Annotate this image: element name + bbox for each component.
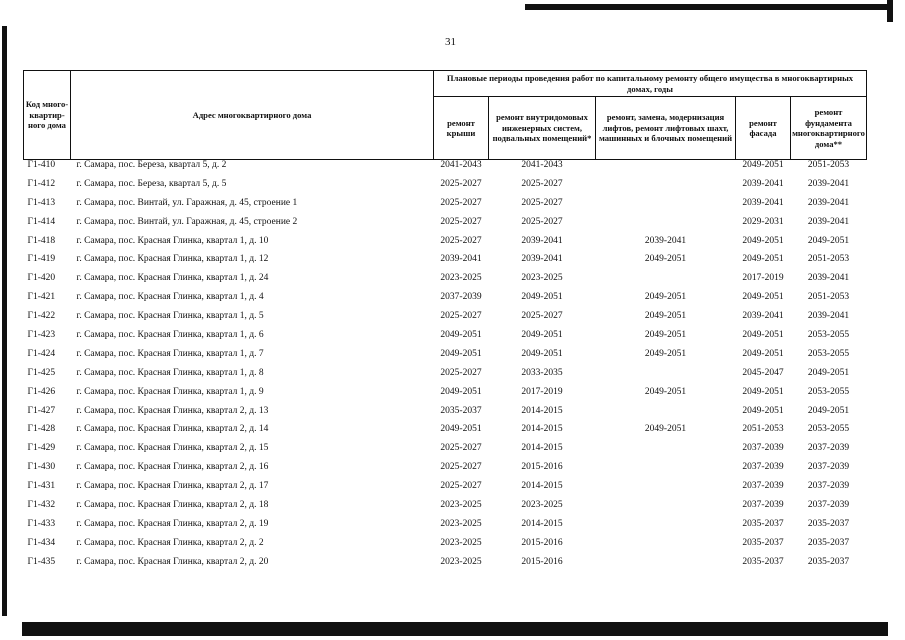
header-roof: ремонт крыши: [434, 97, 489, 160]
header-facade: ремонт фасада: [736, 97, 791, 160]
address-cell: г. Самара, пос. Береза, квартал 5, д. 5: [76, 178, 227, 189]
table-row: [24, 538, 867, 557]
systems-cell: 2014-2015: [521, 518, 563, 529]
table-row: [24, 179, 867, 198]
address-cell: г. Самара, пос. Красная Глинка, квартал 2, д. 17: [76, 481, 269, 492]
scan-edge-corner: [887, 0, 893, 22]
facade-cell: 2037-2039: [742, 500, 784, 511]
foundation-cell: 2039-2041: [807, 197, 850, 208]
address-cell: г. Самара, пос. Красная Глинка, квартал 1, д. 24: [76, 273, 269, 284]
table-row: [24, 481, 867, 500]
systems-cell: 2023-2025: [521, 500, 563, 511]
elevators-cell: 2049-2051: [644, 348, 687, 359]
foundation-cell: 2051-2053: [807, 160, 850, 170]
table-row: [24, 273, 867, 292]
facade-cell: 2049-2051: [742, 254, 784, 265]
foundation-cell: 2039-2041: [807, 216, 850, 227]
code-cell: Г1-419: [27, 254, 56, 265]
repair-schedule-table: [23, 70, 867, 576]
roof-cell: 2049-2051: [440, 424, 482, 435]
facade-cell: 2037-2039: [742, 481, 784, 492]
table-row: [24, 349, 867, 368]
code-cell: Г1-423: [27, 330, 56, 341]
table-row: [24, 236, 867, 255]
roof-cell: 2037-2039: [440, 292, 482, 303]
address-cell: г. Самара, пос. Винтай, ул. Гаражная, д. 45, строение 2: [76, 216, 298, 227]
systems-cell: 2014-2015: [521, 443, 563, 454]
facade-cell: 2035-2037: [742, 518, 784, 529]
facade-cell: 2049-2051: [742, 386, 784, 397]
systems-cell: 2015-2016: [521, 537, 563, 548]
systems-cell: 2033-2035: [521, 367, 563, 378]
roof-cell: 2025-2027: [440, 367, 482, 378]
table-row: [24, 557, 867, 576]
foundation-cell: 2053-2055: [807, 330, 850, 341]
foundation-cell: 2051-2053: [807, 292, 850, 303]
scan-edge-bottom: [22, 622, 888, 636]
code-cell: Г1-432: [27, 500, 56, 511]
foundation-cell: 2049-2051: [807, 405, 850, 416]
address-cell: г. Самара, пос. Красная Глинка, квартал 1, д. 5: [76, 311, 264, 322]
address-cell: г. Самара, пос. Береза, квартал 5, д. 2: [76, 160, 227, 170]
elevators-cell: [596, 557, 736, 576]
systems-cell: 2039-2041: [521, 254, 563, 265]
systems-cell: 2049-2051: [521, 330, 563, 341]
roof-cell: 2025-2027: [440, 311, 482, 322]
systems-cell: 2049-2051: [521, 348, 563, 359]
code-cell: Г1-413: [27, 197, 56, 208]
systems-cell: 2039-2041: [521, 235, 563, 246]
table-row: [24, 500, 867, 519]
roof-cell: 2035-2037: [440, 405, 482, 416]
header-foundation: ремонт фундамента многоквартирного дома**: [791, 97, 867, 160]
facade-cell: 2037-2039: [742, 462, 784, 473]
address-cell: г. Самара, пос. Красная Глинка, квартал 1, д. 9: [76, 386, 264, 397]
foundation-cell: 2035-2037: [807, 518, 850, 529]
elevators-cell: [596, 273, 736, 292]
code-cell: Г1-420: [27, 273, 56, 284]
elevators-cell: [596, 519, 736, 538]
systems-cell: 2015-2016: [521, 462, 563, 473]
code-cell: Г1-421: [27, 292, 56, 303]
roof-cell: 2023-2025: [440, 518, 482, 529]
code-cell: Г1-412: [27, 178, 56, 189]
facade-cell: 2017-2019: [742, 273, 784, 284]
roof-cell: 2049-2051: [440, 330, 482, 341]
elevators-cell: [596, 443, 736, 462]
facade-cell: 2049-2051: [742, 292, 784, 303]
roof-cell: 2023-2025: [440, 537, 482, 548]
foundation-cell: 2053-2055: [807, 348, 850, 359]
roof-cell: 2025-2027: [440, 481, 482, 492]
foundation-cell: 2039-2041: [807, 311, 850, 322]
code-cell: Г1-433: [27, 518, 56, 529]
facade-cell: 2037-2039: [742, 443, 784, 454]
code-cell: Г1-422: [27, 311, 56, 322]
table-row: [24, 292, 867, 311]
header-elevators: ремонт, замена, модернизация лифтов, ремонт лифтовых шахт, машинных и блочных помещений: [596, 97, 736, 160]
systems-cell: 2017-2019: [521, 386, 563, 397]
address-cell: г. Самара, пос. Красная Глинка, квартал 1, д. 4: [76, 292, 264, 303]
elevators-cell: [596, 217, 736, 236]
address-cell: г. Самара, пос. Красная Глинка, квартал 2, д. 19: [76, 518, 269, 529]
roof-cell: 2025-2027: [440, 443, 482, 454]
code-cell: Г1-425: [27, 367, 56, 378]
systems-cell: 2025-2027: [521, 311, 563, 322]
facade-cell: 2029-2031: [742, 216, 784, 227]
roof-cell: 2023-2025: [440, 273, 482, 284]
foundation-cell: 2037-2039: [807, 443, 850, 454]
systems-cell: 2023-2025: [521, 273, 563, 284]
facade-cell: 2049-2051: [742, 235, 784, 246]
elevators-cell: [596, 198, 736, 217]
table-row: [24, 424, 867, 443]
roof-cell: 2025-2027: [440, 462, 482, 473]
code-cell: Г1-430: [27, 462, 56, 473]
address-cell: г. Самара, пос. Красная Глинка, квартал 1, д. 12: [76, 254, 269, 265]
facade-cell: 2039-2041: [742, 311, 784, 322]
table-row: [24, 311, 867, 330]
table-row: [24, 462, 867, 481]
header-address: Адрес многоквартирного дома: [71, 71, 434, 160]
address-cell: г. Самара, пос. Красная Глинка, квартал 2, д. 2: [76, 537, 264, 548]
foundation-cell: 2051-2053: [807, 254, 850, 265]
code-cell: Г1-424: [27, 348, 56, 359]
elevators-cell: [596, 481, 736, 500]
scan-edge-left: [2, 26, 7, 616]
roof-cell: 2041-2043: [440, 160, 482, 170]
table-row: [24, 254, 867, 273]
table-row: [24, 217, 867, 236]
table-row: [24, 406, 867, 425]
code-cell: Г1-414: [27, 216, 56, 227]
header-code: Код много-квартир-ного дома: [24, 71, 71, 160]
address-cell: г. Самара, пос. Красная Глинка, квартал 2, д. 14: [76, 424, 269, 435]
foundation-cell: 2053-2055: [807, 424, 850, 435]
foundation-cell: 2049-2051: [807, 235, 850, 246]
foundation-cell: 2039-2041: [807, 273, 850, 284]
elevators-cell: [596, 538, 736, 557]
systems-cell: 2014-2015: [521, 481, 563, 492]
systems-cell: 2041-2043: [521, 160, 563, 170]
page-number: 31: [445, 36, 456, 48]
address-cell: г. Самара, пос. Красная Глинка, квартал 1, д. 8: [76, 367, 264, 378]
elevators-cell: 2039-2041: [644, 235, 687, 246]
address-cell: г. Самара, пос. Красная Глинка, квартал 2, д. 15: [76, 443, 269, 454]
facade-cell: 2035-2037: [742, 556, 784, 567]
code-cell: Г1-426: [27, 386, 56, 397]
roof-cell: 2049-2051: [440, 348, 482, 359]
facade-cell: 2049-2051: [742, 160, 784, 170]
elevators-cell: [596, 406, 736, 425]
elevators-cell: [596, 179, 736, 198]
elevators-cell: 2049-2051: [644, 292, 687, 303]
address-cell: г. Самара, пос. Красная Глинка, квартал 1, д. 7: [76, 348, 264, 359]
address-cell: г. Самара, пос. Винтай, ул. Гаражная, д. 45, строение 1: [76, 197, 298, 208]
facade-cell: 2049-2051: [742, 348, 784, 359]
elevators-cell: [596, 500, 736, 519]
elevators-cell: 2049-2051: [644, 254, 687, 265]
scan-edge-top: [525, 4, 887, 10]
foundation-cell: 2037-2039: [807, 481, 850, 492]
address-cell: г. Самара, пос. Красная Глинка, квартал 2, д. 20: [76, 556, 269, 567]
elevators-cell: 2049-2051: [644, 386, 687, 397]
foundation-cell: 2035-2037: [807, 537, 850, 548]
elevators-cell: 2049-2051: [644, 424, 687, 435]
elevators-cell: [596, 462, 736, 481]
elevators-cell: 2049-2051: [644, 330, 687, 341]
systems-cell: 2014-2015: [521, 424, 563, 435]
header-group: Плановые периоды проведения работ по капитальному ремонту общего имущества в многоквартирных домах, годы: [434, 71, 867, 97]
table-row: [24, 368, 867, 387]
code-cell: Г1-418: [27, 235, 56, 246]
systems-cell: 2015-2016: [521, 556, 563, 567]
roof-cell: 2023-2025: [440, 556, 482, 567]
foundation-cell: 2035-2037: [807, 556, 850, 567]
foundation-cell: 2039-2041: [807, 178, 850, 189]
facade-cell: 2039-2041: [742, 197, 784, 208]
address-cell: г. Самара, пос. Красная Глинка, квартал 2, д. 16: [76, 462, 269, 473]
systems-cell: 2025-2027: [521, 178, 563, 189]
roof-cell: 2049-2051: [440, 386, 482, 397]
facade-cell: 2045-2047: [742, 367, 784, 378]
table-row: [24, 443, 867, 462]
systems-cell: 2025-2027: [521, 197, 563, 208]
table-row: [24, 198, 867, 217]
elevators-cell: [596, 368, 736, 387]
facade-cell: 2049-2051: [742, 405, 784, 416]
roof-cell: 2025-2027: [440, 235, 482, 246]
systems-cell: 2014-2015: [521, 405, 563, 416]
code-cell: Г1-410: [27, 160, 56, 170]
address-cell: г. Самара, пос. Красная Глинка, квартал 1, д. 6: [76, 330, 264, 341]
address-cell: г. Самара, пос. Красная Глинка, квартал 2, д. 18: [76, 500, 269, 511]
code-cell: Г1-435: [27, 556, 56, 567]
table-row: [24, 160, 867, 179]
foundation-cell: 2053-2055: [807, 386, 850, 397]
foundation-cell: 2037-2039: [807, 462, 850, 473]
address-cell: г. Самара, пос. Красная Глинка, квартал 1, д. 10: [76, 235, 269, 246]
facade-cell: 2035-2037: [742, 537, 784, 548]
table-row: [24, 387, 867, 406]
systems-cell: 2025-2027: [521, 216, 563, 227]
roof-cell: 2039-2041: [440, 254, 482, 265]
code-cell: Г1-434: [27, 537, 56, 548]
roof-cell: 2023-2025: [440, 500, 482, 511]
code-cell: Г1-428: [27, 424, 56, 435]
foundation-cell: 2037-2039: [807, 500, 850, 511]
roof-cell: 2025-2027: [440, 197, 482, 208]
code-cell: Г1-431: [27, 481, 56, 492]
systems-cell: 2049-2051: [521, 292, 563, 303]
roof-cell: 2025-2027: [440, 178, 482, 189]
code-cell: Г1-427: [27, 405, 56, 416]
elevators-cell: [596, 160, 736, 179]
facade-cell: 2039-2041: [742, 178, 784, 189]
header-systems: ремонт внутридомовых инженерных систем, подвальных помещений*: [489, 97, 596, 160]
table-row: [24, 330, 867, 349]
address-cell: г. Самара, пос. Красная Глинка, квартал 2, д. 13: [76, 405, 269, 416]
foundation-cell: 2049-2051: [807, 367, 850, 378]
table-body: [24, 160, 867, 576]
code-cell: Г1-429: [27, 443, 56, 454]
roof-cell: 2025-2027: [440, 216, 482, 227]
elevators-cell: 2049-2051: [644, 311, 687, 322]
facade-cell: 2051-2053: [742, 424, 784, 435]
table-row: [24, 519, 867, 538]
facade-cell: 2049-2051: [742, 330, 784, 341]
